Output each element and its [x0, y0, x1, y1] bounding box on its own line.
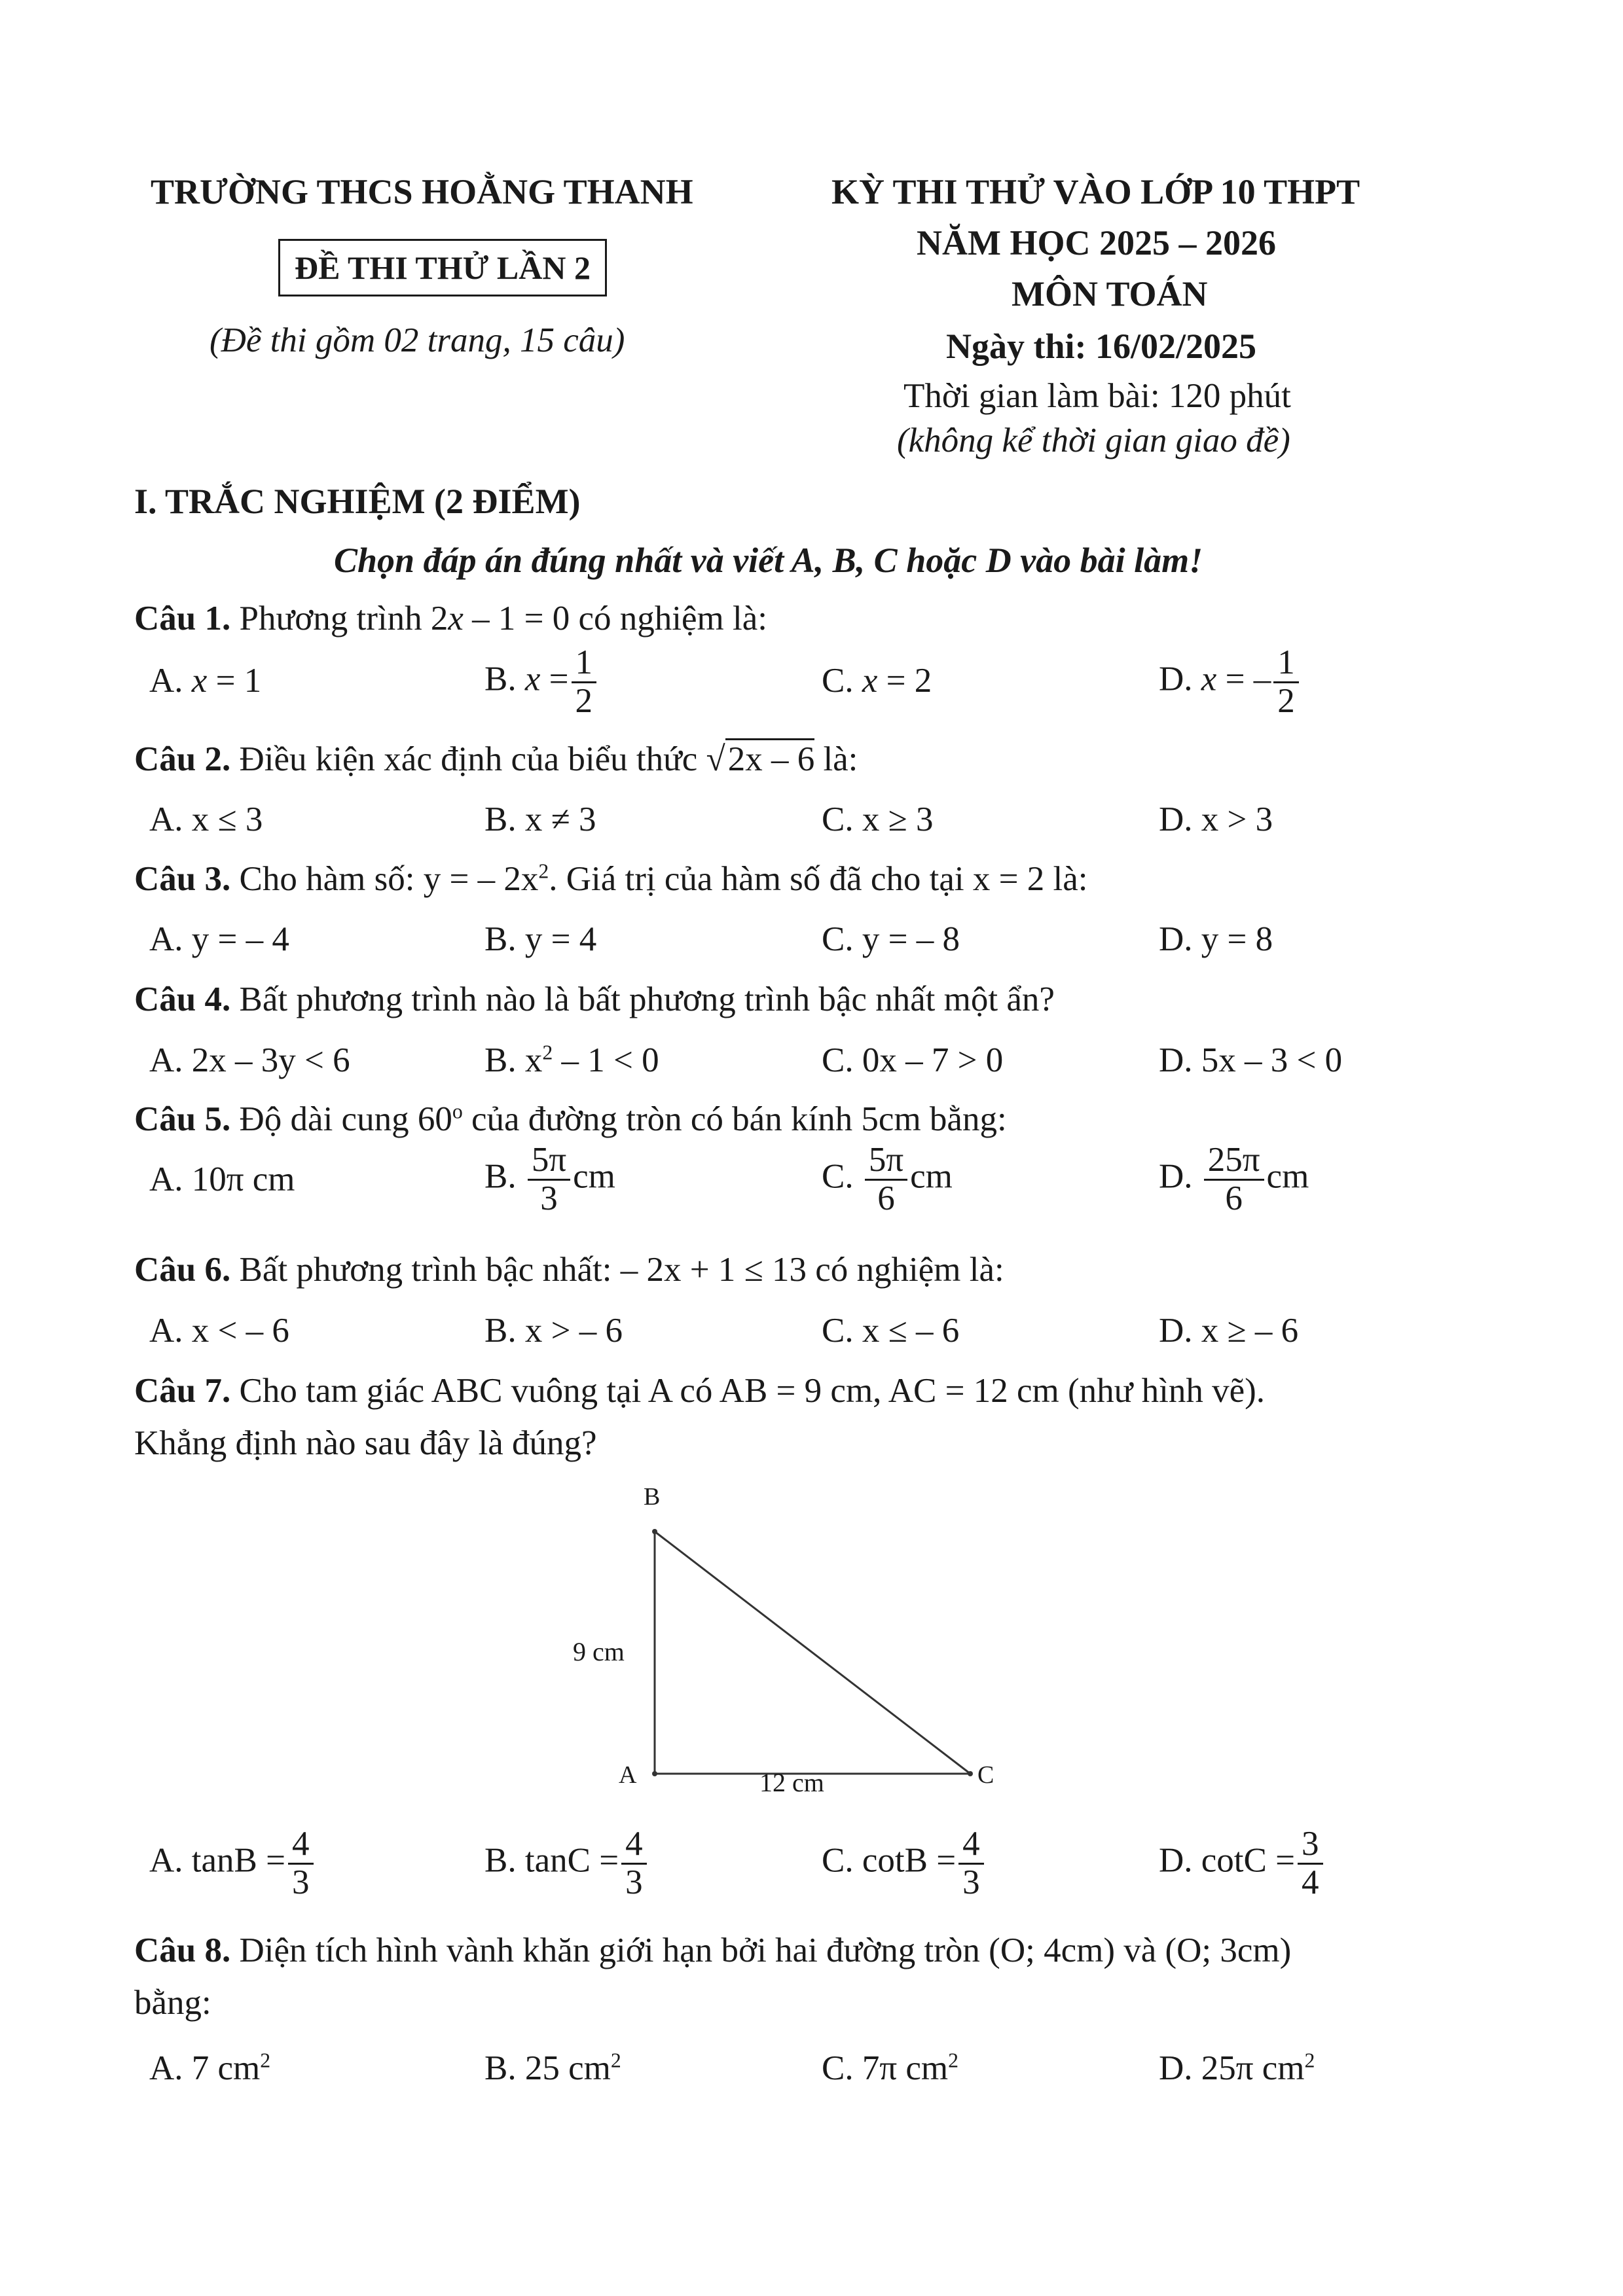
- side-ab-label: 9 cm: [573, 1637, 625, 1666]
- question-8-line2: bằng:: [134, 1984, 211, 2022]
- q1-option-a: A. x = 1: [149, 662, 262, 700]
- q5-option-b: B. $\frac{5\pi}{3}$ cm: [484, 1141, 615, 1217]
- section-instruction: Chọn đáp án đúng nhất và viết A, B, C hoặc D vào bài làm!: [334, 541, 1203, 580]
- question-1: Câu 1. Phương trình 2x – 1 = 0 có nghiệm là:: [134, 600, 767, 637]
- q6-option-c: C. x ≤ – 6: [822, 1312, 960, 1350]
- q6-option-a: A. x < – 6: [149, 1312, 289, 1350]
- q3-option-a: A. y = – 4: [149, 920, 289, 958]
- q7-option-d: D. cotC = $\frac{3}{4}$: [1159, 1826, 1326, 1901]
- question-5: Câu 5. Độ dài cung 60$^o$ của đường tròn có bán kính 5cm bằng:: [134, 1100, 1007, 1138]
- vertex-b-label: B: [644, 1483, 661, 1511]
- question-8: Câu 8. Diện tích hình vành khăn giới hạn bởi hai đường tròn (O; 4cm) và (O; 3cm): [134, 1931, 1292, 1969]
- exam-title: KỲ THI THỬ VÀO LỚP 10 THPT: [831, 172, 1360, 211]
- vertex-c-label: C: [977, 1761, 994, 1789]
- q1-option-c: C. x = 2: [822, 662, 932, 700]
- q5-option-d: D. $\frac{25\pi}{6}$ cm: [1159, 1141, 1309, 1217]
- q8-option-c: C. 7π $cm^2$: [822, 2049, 959, 2087]
- q2-option-b: B. x ≠ 3: [484, 800, 596, 838]
- side-ac-label: 12 cm: [759, 1768, 824, 1797]
- q8-option-b: B. 25 $cm^2$: [484, 2049, 621, 2087]
- q3-option-d: D. y = 8: [1159, 920, 1273, 958]
- q2-option-c: C. x ≥ 3: [822, 800, 934, 838]
- sqrt-icon: √: [706, 740, 725, 778]
- q6-option-b: B. x > – 6: [484, 1312, 623, 1350]
- q7-option-a: A. tanB = $\frac{4}{3}$: [149, 1826, 316, 1901]
- q5-option-a: A. 10π cm: [149, 1160, 295, 1198]
- q6-option-d: D. x ≥ – 6: [1159, 1312, 1299, 1350]
- q4-option-d: D. 5x – 3 < 0: [1159, 1041, 1343, 1079]
- q4-option-c: C. 0x – 7 > 0: [822, 1041, 1004, 1079]
- q4-option-a: A. 2x – 3y < 6: [149, 1041, 350, 1079]
- section-title: I. TRẮC NGHIỆM (2 ĐIỂM): [134, 482, 581, 521]
- q8-option-d: D. 25π $cm^2$: [1159, 2049, 1315, 2087]
- question-7: Câu 7. Cho tam giác ABC vuông tại A có AB = 9 cm, AC = 12 cm (như hình vẽ).: [134, 1372, 1266, 1410]
- exam-duration: Thời gian làm bài: 120 phút: [903, 377, 1291, 415]
- side-bc: [655, 1532, 970, 1774]
- q4-option-b: B. $x^2 - 1 < 0$: [484, 1041, 659, 1079]
- question-6: Câu 6. Bất phương trình bậc nhất: – 2x + 1 ≤ 13 có nghiệm là:: [134, 1251, 1004, 1289]
- exam-attempt-box: ĐỀ THI THỬ LẦN 2: [278, 239, 607, 296]
- duration-note: (không kể thời gian giao đề): [897, 422, 1290, 459]
- subject: MÔN TOÁN: [1012, 274, 1208, 314]
- vertex-a-label: A: [619, 1761, 637, 1789]
- q7-option-c: C. cotB = $\frac{4}{3}$: [822, 1826, 987, 1901]
- q2-option-d: D. x > 3: [1159, 800, 1273, 838]
- question-7-line2: Khẳng định nào sau đây là đúng?: [134, 1424, 597, 1462]
- q1-option-d: D. x = – $\frac{1}{2}$: [1159, 645, 1302, 719]
- q2-option-a: A. x ≤ 3: [149, 800, 263, 838]
- q3-option-b: B. y = 4: [484, 920, 597, 958]
- pages-note: (Đề thi gồm 02 trang, 15 câu): [210, 321, 625, 359]
- question-3: Câu 3. Cho hàm số: y = – $2x^2$. Giá trị của hàm số đã cho tại x = 2 là:: [134, 859, 1088, 898]
- school-name: TRƯỜNG THCS HOẰNG THANH: [151, 172, 693, 211]
- q5-option-c: C. $\frac{5\pi}{6}$ cm: [822, 1141, 953, 1217]
- q7-option-b: B. tanC = $\frac{4}{3}$: [484, 1826, 649, 1901]
- q1-option-b: B. x = $\frac{1}{2}$: [484, 645, 599, 719]
- q8-option-a: A. 7 $cm^2$: [149, 2049, 271, 2087]
- exam-date: Ngày thi: 16/02/2025: [946, 327, 1257, 366]
- q3-option-c: C. y = – 8: [822, 920, 960, 958]
- question-2: Câu 2. Điều kiện xác định của biểu thức √2x – 6 là:: [134, 740, 858, 779]
- question-4: Câu 4. Bất phương trình nào là bất phương trình bậc nhất một ẩn?: [134, 980, 1055, 1018]
- school-year: NĂM HỌC 2025 – 2026: [917, 223, 1276, 262]
